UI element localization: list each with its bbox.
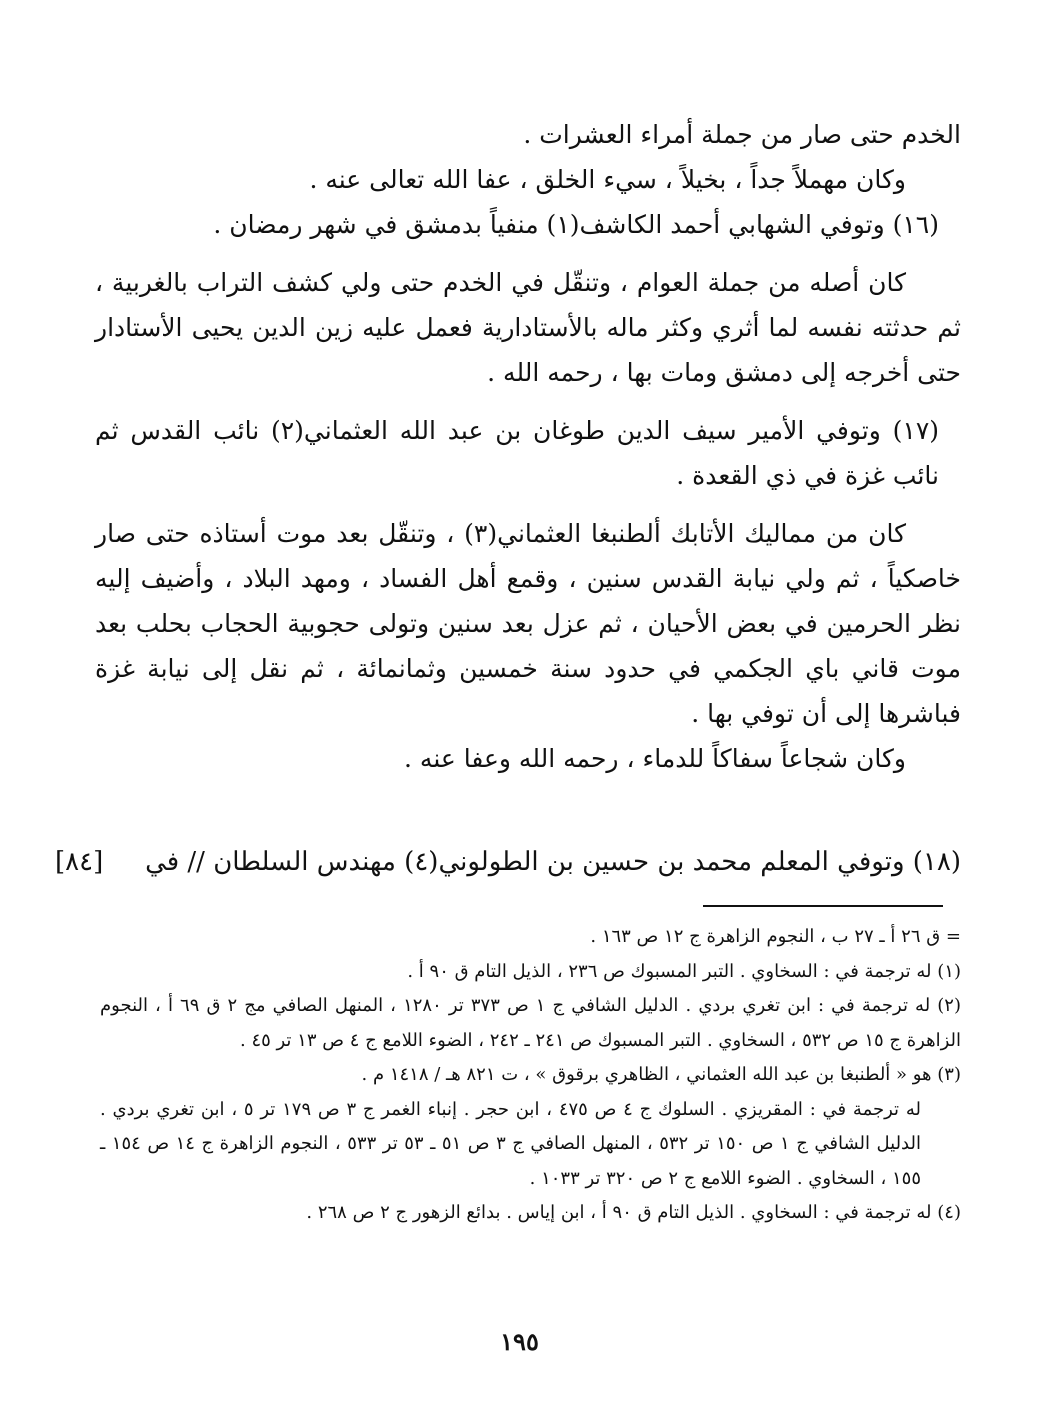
paragraph-biography-17: كان من مماليك الأتابك ألطنبغا العثماني(٣) ، وتنقّل بعد موت أستاذه حتى صار خاصكياً ، ثم ولي نيابة القدس سنين ، وقمع أهل الفساد ، ومهد البلاد ، وأضيف إليه نظر الحرمين في بعض الأحيان ، ثم عزل بعد سنين وتولى حجوبية الحجاب بحلب بعد موت قاني باي الجكمي في حدود سنة خمسين وثمانمائة ، ثم نقل إلى نيابة غزة فباشرها إلى أن توفي بها . [95, 519, 961, 728]
entry-17: (١٧) وتوفي الأمير سيف الدين طوغان بن عبد الله العثماني(٢) نائب القدس ثم نائب غزة في ذي القعدة . [95, 416, 940, 490]
footnote-3-references: له ترجمة في : المقريزي . السلوك ج ٤ ص ٤٧٥ ، ابن حجر . إنباء الغمر ج ٣ ص ١٧٩ تر ٥ ، ابن تغري بردي . الدليل الشافي ج ١ ص ١٥٠ تر ٥٣٢ ، المنهل الصافي ج ٣ ص ٥١ ـ ٥٣ تر ٥٣٣ ، النجوم الزاهرة ج ١٤ ص ١٥٤ ـ ١٥٥ ، السخاوي . الضوء اللامع ج ٢ ص ٣٢٠ تر ١٠٣٣ . [100, 1098, 921, 1189]
entry-18 [55, 840, 961, 885]
entry-16: (١٦) وتوفي الشهابي أحمد الكاشف(١) منفياً بدمشق في شهر رمضان . [213, 210, 939, 239]
footnote-2: (٢) له ترجمة في : ابن تغري بردي . الدليل الشافي ج ١ ص ٣٧٣ تر ١٢٨٠ ، المنهل الصافي مج ٢ ق ٦٩ أ ، النجوم الزاهرة ج ١٥ ص ٥٣٢ ، السخاوي . التبر المسبوك ص ٢٤١ ـ ٢٤٢ ، الضوء اللامع ج ٤ ص ١٣ تر ٤٥ . [100, 995, 961, 1051]
footnote-1: (١) له ترجمة في : السخاوي . التبر المسبوك ص ٢٣٦ ، الذيل التام ق ٩٠ أ . [407, 960, 961, 982]
main-text [95, 112, 961, 781]
entry-18-text: (١٨) وتوفي المعلم محمد بن حسين بن الطولوني(٤) مهندس السلطان // في [145, 847, 961, 877]
footnote-3: (٣) هو « ألطنبغا بن عبد الله العثماني ، الظاهري برقوق » ، ت ٨٢١ هـ / ١٤١٨ م . [361, 1064, 961, 1085]
folio-marker: [٨٤] [55, 847, 104, 877]
paragraph-continuation: الخدم حتى صار من جملة أمراء العشرات . [523, 120, 961, 149]
footnote-4: (٤) له ترجمة في : السخاوي . الذيل التام ق ٩٠ أ ، ابن إياس . بدائع الزهور ج ٢ ص ٢٦٨ . [306, 1202, 961, 1223]
footnote-separator [703, 905, 943, 907]
paragraph-description: وكان مهملاً جداً ، بخيلاً ، سيء الخلق ، عفا الله تعالى عنه . [309, 165, 906, 194]
footnote-continuation: = ق ٢٦ أ ـ ٢٧ ب ، النجوم الزاهرة ج ١٢ ص ١٦٣ . [590, 926, 961, 947]
paragraph-biography-16: كان أصله من جملة العوام ، وتنقّل في الخدم حتى ولي كشف التراب بالغربية ، ثم حدثته نفسه لما أثري وكثر ماله بالأستادارية فعمل عليه زين الدين يحيى الأستادار حتى أخرجه إلى دمشق ومات بها ، رحمه الله . [95, 268, 961, 387]
footnotes [100, 920, 961, 1231]
page-number: ١٩٥ [500, 1327, 539, 1356]
paragraph-description-17: وكان شجاعاً سفاكاً للدماء ، رحمه الله وعفا عنه . [404, 744, 906, 773]
